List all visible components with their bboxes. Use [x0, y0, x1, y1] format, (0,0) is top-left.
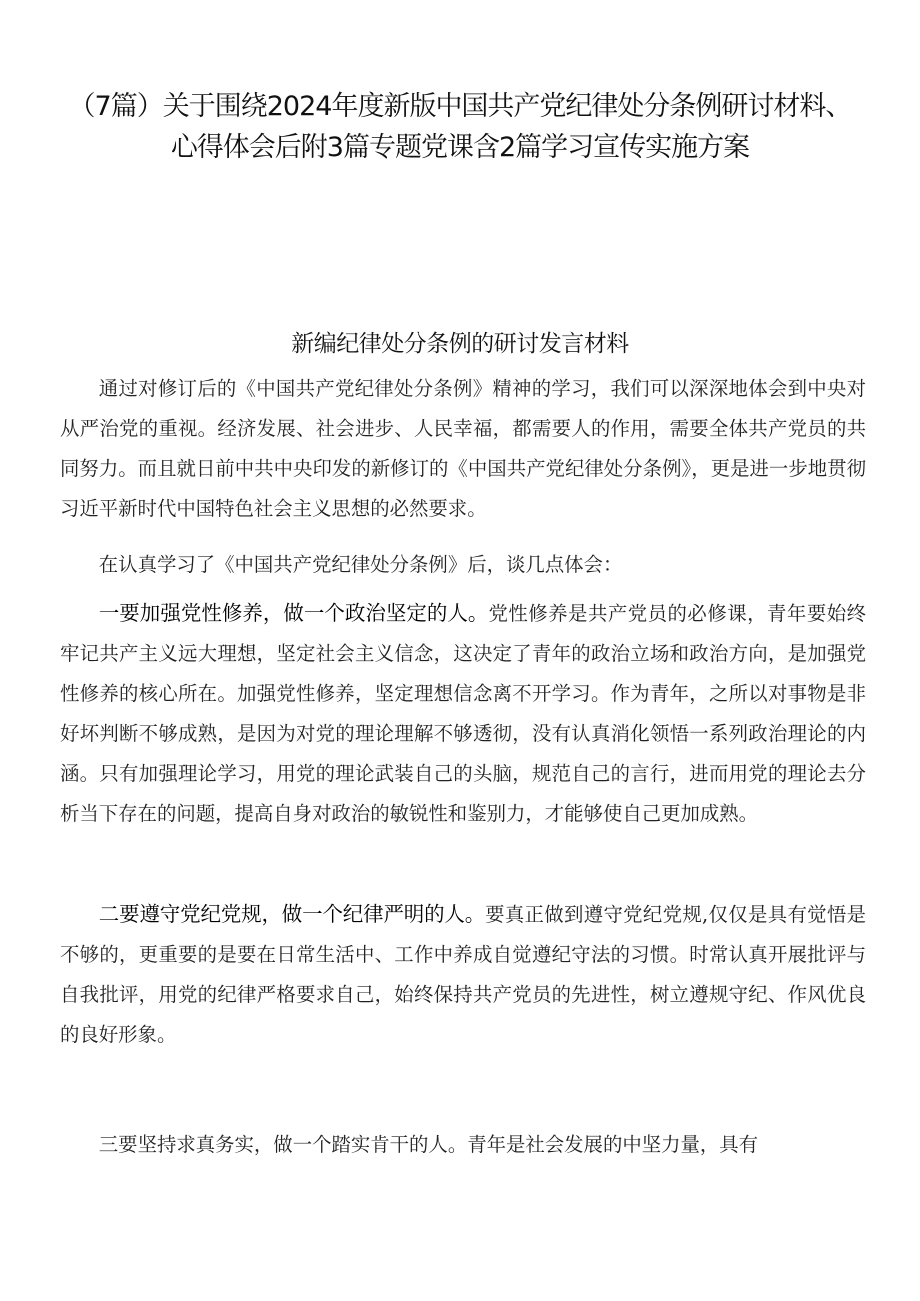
paragraph-text: 在认真学习了《中国共产党纪律处分条例》后，谈几点体会： [98, 553, 623, 576]
section-title: 新编纪律处分条例的研讨发言材料 [291, 331, 629, 357]
paragraph-point-one [60, 593, 866, 834]
document-title: （7篇）关于围绕2024年度新版中国共产党纪律处分条例研讨材料、心得体会后附3篇专题党课含2篇学习宣传实施方案 [68, 91, 852, 163]
paragraph-text: 党性修养是共产党员的必修课，青年要始终牢记共产主义远大理想，坚定社会主义信念，这决定了青年的政治立场和政治方向，是加强党性修养的核心所在。加强党性修养，坚定理想信念离不开学习。作为青年，之所以对事物是非好坏判断不够成熟，是因为对党的理论理解不够透彻，没有认真消化领悟一系列政治理论的内涵。只有加强理论学习，用党的理论武装自己的头脑，规范自己的言行，进而用党的理论去分析当下存在的问题，提高自身对政治的敏锐性和鉴别力，才能够使自己更加成熟。 [60, 602, 867, 825]
paragraph-intro [60, 369, 866, 529]
paragraph-text: 要真正做到遵守党纪党规,仅仅是具有觉悟是不够的，更重要的是要在日常生活中、工作中养成自觉遵纪守法的习惯。时常认真开展批评与自我批评，用党的纪律严格要求自己，始终保持共产党员的先进性，树立遵规守纪、作风优良的良好形象。 [60, 903, 866, 1046]
paragraph-text: 通过对修订后的《中国共产党纪律处分条例》精神的学习，我们可以深深地体会到中央对从严治党的重视。经济发展、社会进步、人民幸福，都需要人的作用，需要全体共产党员的共同努力。而且就日前中共中央印发的新修订的《中国共产党纪律处分条例》，更是进一步地贯彻习近平新时代中国特色社会主义思想的必然要求。 [60, 377, 866, 520]
paragraph-point-two [60, 894, 866, 1055]
point-heading: 二要遵守党纪党规，做一个纪律严明的人。 [98, 902, 486, 926]
point-heading: 一要加强党性修养，做一个政治坚定的人。 [98, 601, 489, 625]
paragraph-point-three [60, 1125, 866, 1165]
paragraph-text: 三要坚持求真务实，做一个踏实肯干的人。青年是社会发展的中坚力量，具有 [98, 1133, 759, 1156]
paragraph-lead-in [60, 545, 866, 585]
